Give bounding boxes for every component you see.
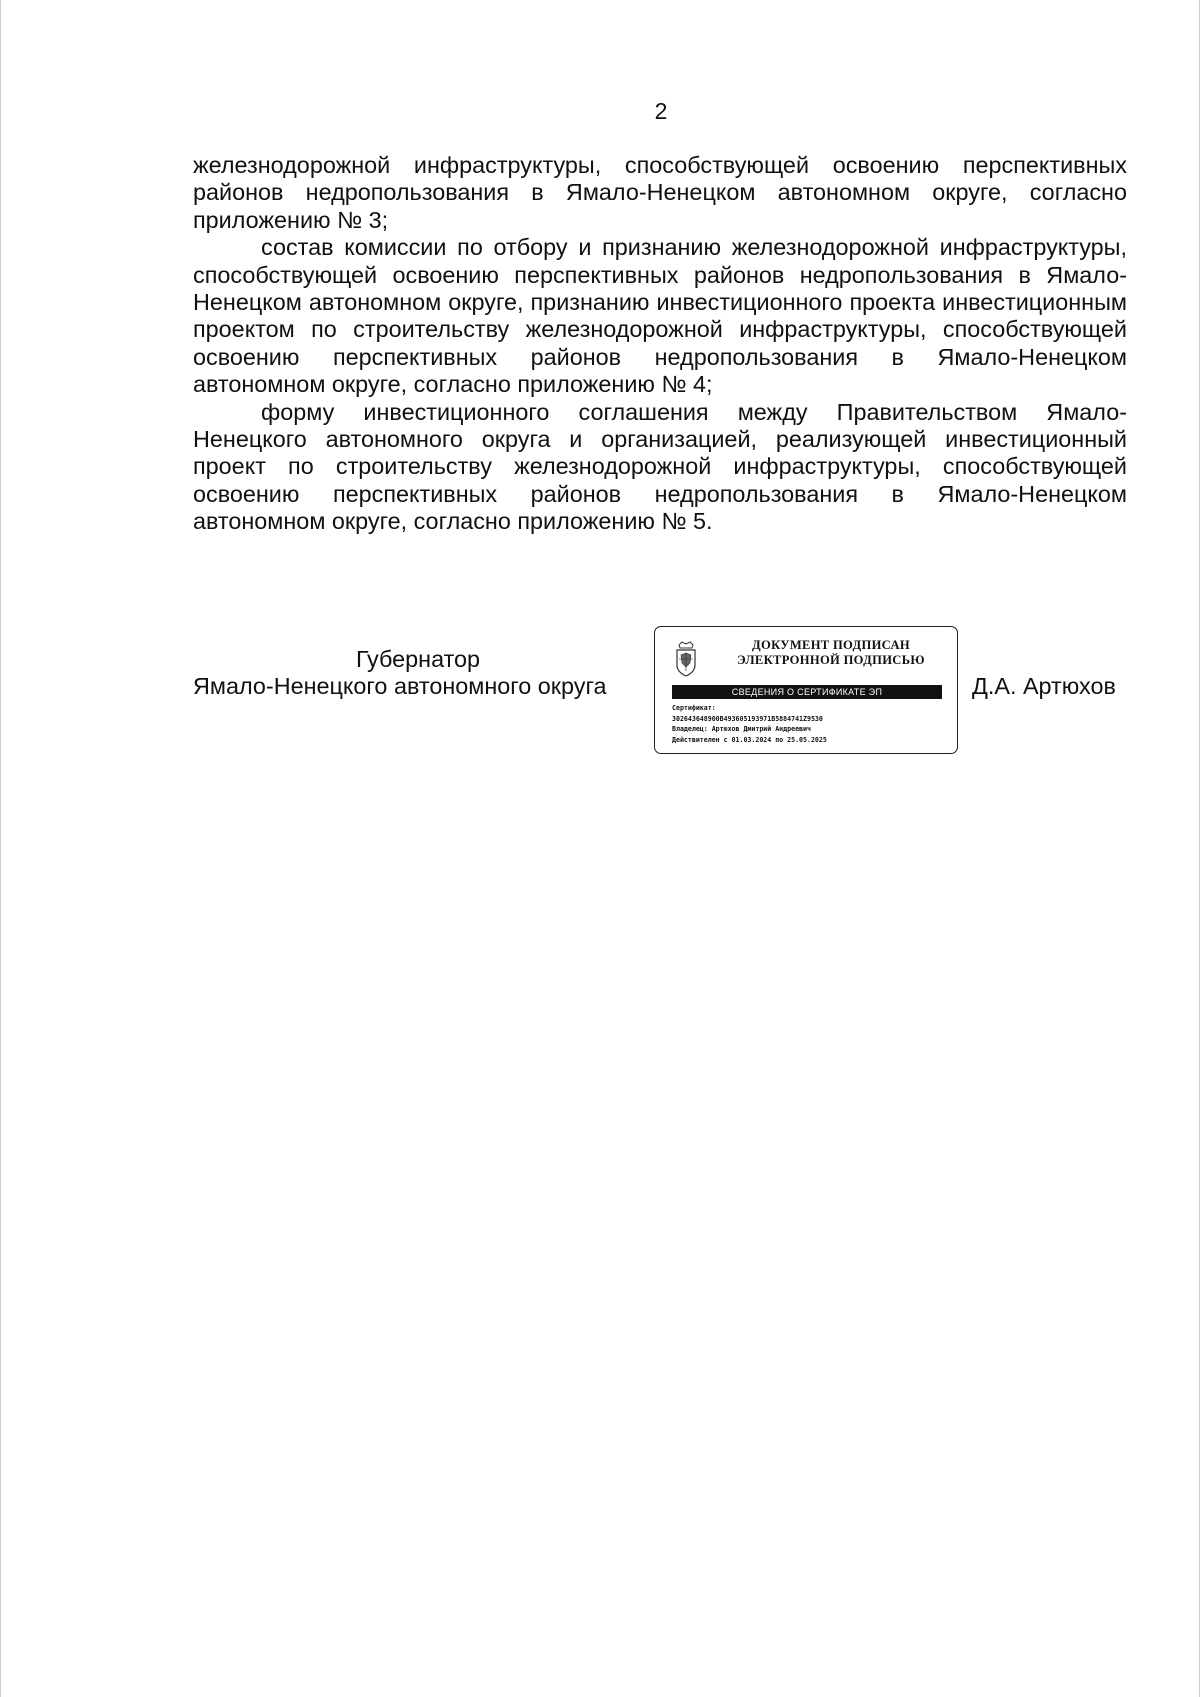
coat-of-arms-icon <box>673 641 699 679</box>
certificate-info-bar: СВЕДЕНИЯ О СЕРТИФИКАТЕ ЭП <box>672 685 942 699</box>
body-paragraph: железнодорожной инфраструктуры, способствующей освоению перспективных районов недропользования в Ямало-Ненецком автономном округе, согласно приложению № 3; <box>193 152 1127 233</box>
certificate-details <box>672 703 952 745</box>
signatory-position <box>193 646 643 700</box>
certificate-number: 302643648900B493605193971B5884741Z9530 <box>672 714 823 723</box>
signatory-position-title: Губернатор <box>355 646 481 672</box>
body-paragraph: состав комиссии по отбору и признанию железнодорожной инфраструктуры, способствующей освоению перспективных районов недропользования в Ямало-Ненецком автономном округе, признанию инвестиционного проекта инвестиционным проектом по строительству железнодорожной инфраструктуры, способствующей освоению перспективных районов недропользования в Ямало-Ненецком автономном округе, согласно приложению № 4; <box>193 234 1127 398</box>
stamp-heading-line: ДОКУМЕНТ ПОДПИСАН <box>752 638 910 652</box>
stamp-heading-line: ЭЛЕКТРОННОЙ ПОДПИСЬЮ <box>737 653 925 667</box>
certificate-label: Сертификат: <box>672 704 716 712</box>
body-paragraph: форму инвестиционного соглашения между Правительством Ямало-Ненецкого автономного округа и организацией, реализующей инвестиционный проект по строительству железнодорожной инфраструктуры, способствующей освоению перспективных районов недропользования в Ямало-Ненецком автономном округе, согласно приложению № 5. <box>193 398 1127 535</box>
document-body <box>193 152 1127 536</box>
electronic-signature-stamp <box>654 626 958 754</box>
page-number: 2 <box>654 98 668 124</box>
certificate-owner: Владелец: Артюхов Дмитрий Андреевич <box>672 725 811 733</box>
page-left-edge <box>0 0 1 1697</box>
stamp-heading <box>711 638 951 668</box>
signatory-name: Д.А. Артюхов <box>972 673 1116 699</box>
certificate-validity: Действителен с 01.03.2024 по 25.05.2025 <box>672 735 827 744</box>
signatory-position-region: Ямало-Ненецкого автономного округа <box>193 673 607 699</box>
